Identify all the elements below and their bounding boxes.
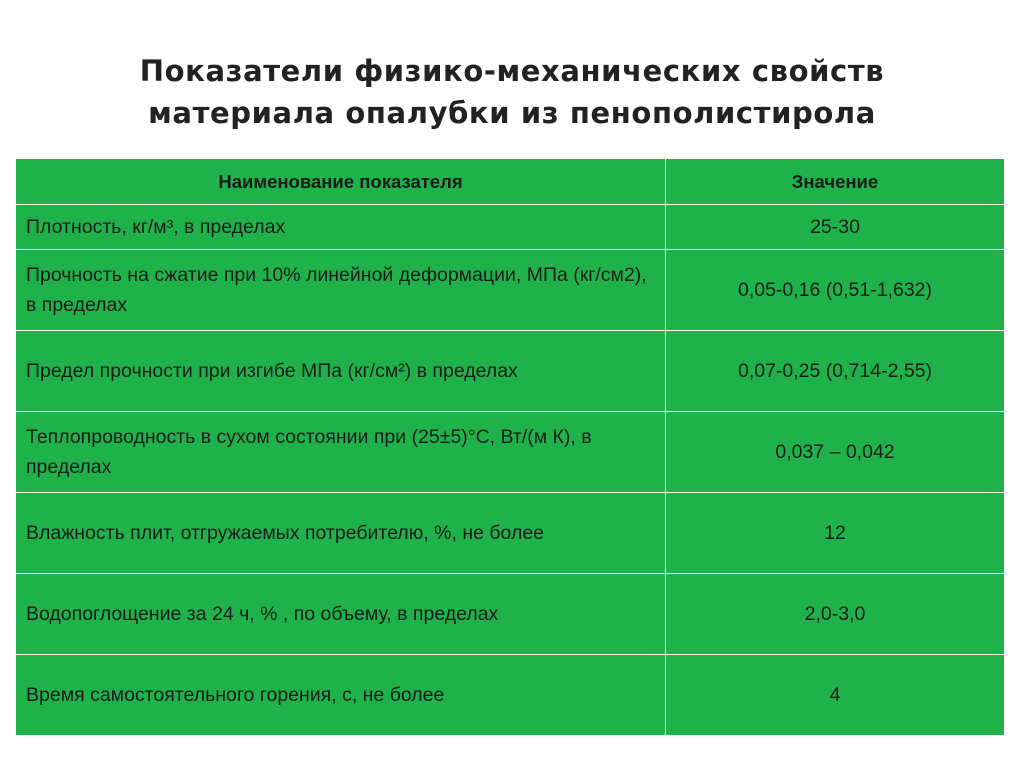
table-row [16, 574, 1005, 655]
row-value-compressive-strength: 0,05-0,16 (0,51-1,632) [666, 250, 1005, 331]
properties-table [15, 158, 1005, 736]
table-row [16, 655, 1005, 736]
row-name-burning-time: Время самостоятельного горения, с, не более [16, 655, 666, 736]
table-header-row [16, 159, 1005, 205]
page-title-line-1: Показатели физико-механических свойств [139, 54, 885, 88]
row-value-thermal-conductivity: 0,037 – 0,042 [666, 412, 1005, 493]
table-row [16, 493, 1005, 574]
row-name-density: Плотность, кг/м³, в пределах [16, 205, 666, 250]
row-value-water-absorption: 2,0-3,0 [666, 574, 1005, 655]
row-name-bending-strength: Предел прочности при изгибе МПа (кг/см²) в пределах [16, 331, 666, 412]
row-name-moisture: Влажность плит, отгружаемых потребителю, %, не более [16, 493, 666, 574]
table-row [16, 412, 1005, 493]
column-header-value: Значение [666, 159, 1005, 205]
row-value-bending-strength: 0,07-0,25 (0,714-2,55) [666, 331, 1005, 412]
table-row [16, 331, 1005, 412]
row-value-density: 25-30 [666, 205, 1005, 250]
table-row [16, 205, 1005, 250]
row-name-compressive-strength: Прочность на сжатие при 10% линейной деформации, МПа (кг/см2), в пределах [16, 250, 666, 331]
page-title [0, 50, 1024, 134]
page-title-line-2: материала опалубки из пенополистирола [148, 96, 876, 130]
row-value-burning-time: 4 [666, 655, 1005, 736]
column-header-name: Наименование показателя [16, 159, 666, 205]
row-name-water-absorption: Водопоглощение за 24 ч, % , по объему, в пределах [16, 574, 666, 655]
row-name-thermal-conductivity: Теплопроводность в сухом состоянии при (25±5)°С, Вт/(м К), в пределах [16, 412, 666, 493]
row-value-moisture: 12 [666, 493, 1005, 574]
table-row [16, 250, 1005, 331]
